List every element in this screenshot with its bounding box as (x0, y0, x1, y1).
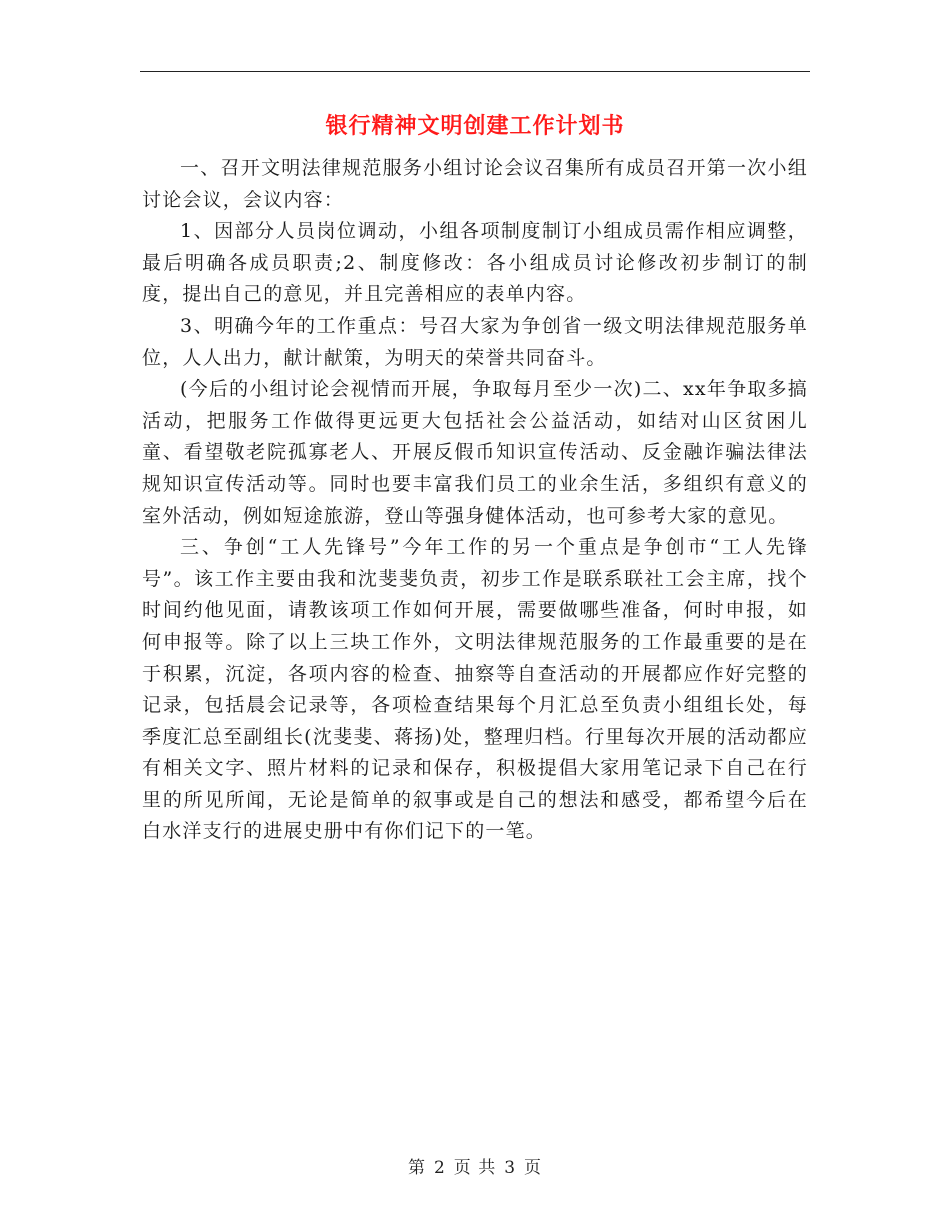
paragraph-4: (今后的小组讨论会视情而开展，争取每月至少一次)二、xx年争取多搞活动，把服务工作做得更远更大包括社会公益活动，如结对山区贫困儿童、看望敬老院孤寡老人、开展反假币知识宣传活动、反金融诈骗法律法规知识宣传活动等。同时也要丰富我们员工的业余生活，多组织有意义的室外活动，例如短途旅游，登山等强身健体活动，也可参考大家的意见。 (142, 378, 808, 527)
footer-middle: 页 共 (453, 1158, 497, 1178)
footer-page-number: 2 (433, 1158, 446, 1178)
paragraph-5: 三、争创“工人先锋号”今年工作的另一个重点是争创市“工人先锋号”。该工作主要由我和沈斐斐负责，初步工作是联系联社工会主席，找个时间约他见面，请教该项工作如何开展，需要做哪些准备，何时申报，如何申报等。除了以上三块工作外，文明法律规范服务的工作最重要的是在于积累，沉淀，各项内容的检查、抽察等自查活动的开展都应作好完整的记录，包括晨会记录等，各项检查结果每个月汇总至负责小组组长处，每季度汇总至副组长(沈斐斐、蒋扬)处，整理归档。行里每次开展的活动都应有相关文字、照片材料的记录和保存，积极提倡大家用笔记录下自己在行里的所见所闻，无论是简单的叙事或是自己的想法和感受，都希望今后在白水洋支行的进展史册中有你们记下的一笔。 (142, 536, 808, 843)
footer-prefix: 第 (407, 1158, 426, 1178)
document-body (142, 153, 808, 848)
footer-total-pages: 3 (504, 1158, 517, 1178)
footer-suffix: 页 (524, 1158, 543, 1178)
header-rule (140, 71, 810, 72)
paragraph-1: 一、召开文明法律规范服务小组讨论会议召集所有成员召开第一次小组讨论会议，会议内容： (142, 157, 808, 211)
paragraph-3: 3、明确今年的工作重点：号召大家为争创省一级文明法律规范服务单位，人人出力，献计献策，为明天的荣誉共同奋斗。 (142, 314, 808, 369)
page-footer (0, 1153, 950, 1178)
document-title: 银行精神文明创建工作计划书 (325, 113, 625, 139)
paragraph-2: 1、因部分人员岗位调动，小组各项制度制订小组成员需作相应调整，最后明确各成员职责;2、制度修改：各小组成员讨论修改初步制订的制度，提出自己的意见，并且完善相应的表单内容。 (142, 220, 808, 306)
